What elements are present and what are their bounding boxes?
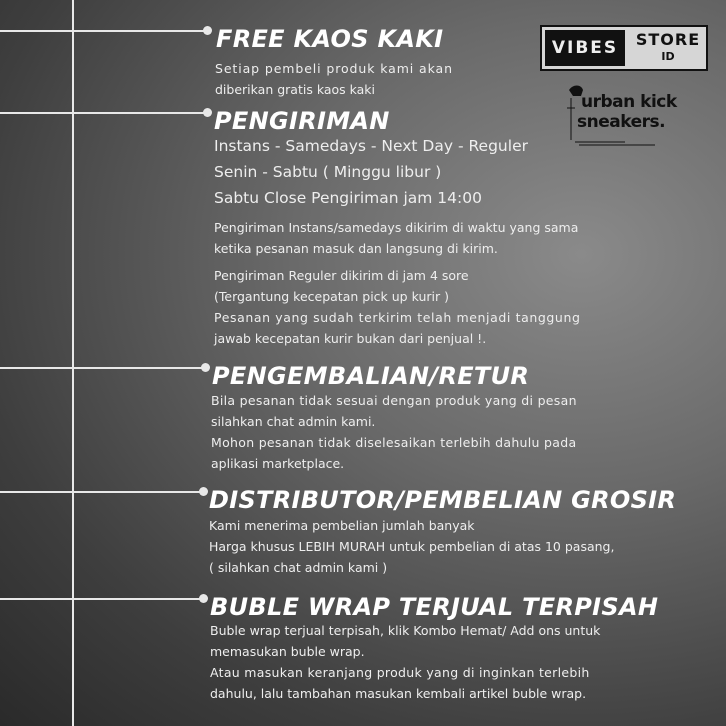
text-line: jawab kecepatan kurir bukan dari penjual !. — [214, 331, 487, 346]
vibes-store-logo — [540, 25, 708, 71]
timeline-dot-buble — [199, 594, 208, 603]
text-line: Harga khusus LEBIH MURAH untuk pembelian di atas 10 pasang, — [209, 539, 615, 554]
section-title-buble: BUBLE WRAP TERJUAL TERPISAH — [210, 593, 659, 621]
section-body-grosir — [209, 515, 624, 578]
text-line: Atau masukan keranjang produk yang di inginkan terlebih — [210, 665, 590, 680]
text-line: Pengiriman Reguler dikirim di jam 4 sore — [214, 268, 469, 283]
timeline-vertical-line — [72, 0, 74, 726]
timeline-branch-buble — [0, 598, 204, 600]
text-line: (Tergantung kecepatan pick up kurir ) — [214, 289, 449, 304]
section-title-pengiriman: PENGIRIMAN — [214, 107, 390, 135]
timeline-dot-retur — [201, 363, 210, 372]
timeline-branch-pengiriman — [0, 112, 208, 114]
text-line: silahkan chat admin kami. — [211, 414, 376, 429]
section-shipping-schedule — [214, 133, 594, 211]
text-line: Bila pesanan tidak sesuai dengan produk yang di pesan — [211, 393, 577, 408]
timeline-dot-grosir — [199, 487, 208, 496]
text-line: Setiap pembeli produk kami akan — [215, 61, 453, 76]
text-line: dahulu, lalu tambahan masukan kembali artikel buble wrap. — [210, 686, 587, 701]
logo-urban-line2: sneakers. — [577, 112, 666, 132]
section-body-retur — [211, 390, 599, 474]
logo-urban-line1: urban kick — [581, 92, 677, 112]
timeline-dot-pengiriman — [203, 108, 212, 117]
text-line: Kami menerima pembelian jumlah banyak — [209, 518, 475, 533]
text-line: ( silahkan chat admin kami ) — [209, 560, 388, 575]
text-line: Senin - Sabtu ( Minggu libur ) — [214, 163, 442, 181]
section-title-free: FREE KAOS KAKI — [216, 25, 444, 53]
text-line: ketika pesanan masuk dan langsung di kirim. — [214, 241, 498, 256]
section-title-retur: PENGEMBALIAN/RETUR — [212, 362, 530, 390]
text-line: memasukan buble wrap. — [210, 644, 365, 659]
timeline-branch-grosir — [0, 491, 204, 493]
timeline-branch-retur — [0, 367, 206, 369]
text-line: Mohon pesanan tidak diselesaikan terlebih dahulu pada — [211, 435, 577, 450]
section-shipping-reguler — [214, 265, 599, 349]
timeline-dot-free — [203, 26, 212, 35]
text-line: Pesanan yang sudah terkirim telah menjadi tanggung — [214, 310, 581, 325]
timeline-branch-free — [0, 30, 208, 32]
section-body-free — [215, 58, 453, 100]
section-shipping-instans — [214, 217, 599, 259]
text-line: Pengiriman Instans/samedays dikirim di waktu yang sama — [214, 220, 579, 235]
section-body-buble — [210, 620, 622, 704]
section-title-grosir: DISTRIBUTOR/PEMBELIAN GROSIR — [209, 486, 677, 514]
text-line: aplikasi marketplace. — [211, 456, 345, 471]
text-line: Buble wrap terjual terpisah, klik Kombo Hemat/ Add ons untuk — [210, 623, 601, 638]
text-line: Sabtu Close Pengiriman jam 14:00 — [214, 189, 482, 207]
logo-vibes-text: VIBES — [545, 30, 625, 66]
text-line: diberikan gratis kaos kaki — [215, 82, 376, 97]
text-line: Instans - Samedays - Next Day - Reguler — [214, 137, 528, 155]
logo-id-text: ID — [661, 50, 675, 63]
logo-store-text: STORE — [635, 30, 701, 49]
